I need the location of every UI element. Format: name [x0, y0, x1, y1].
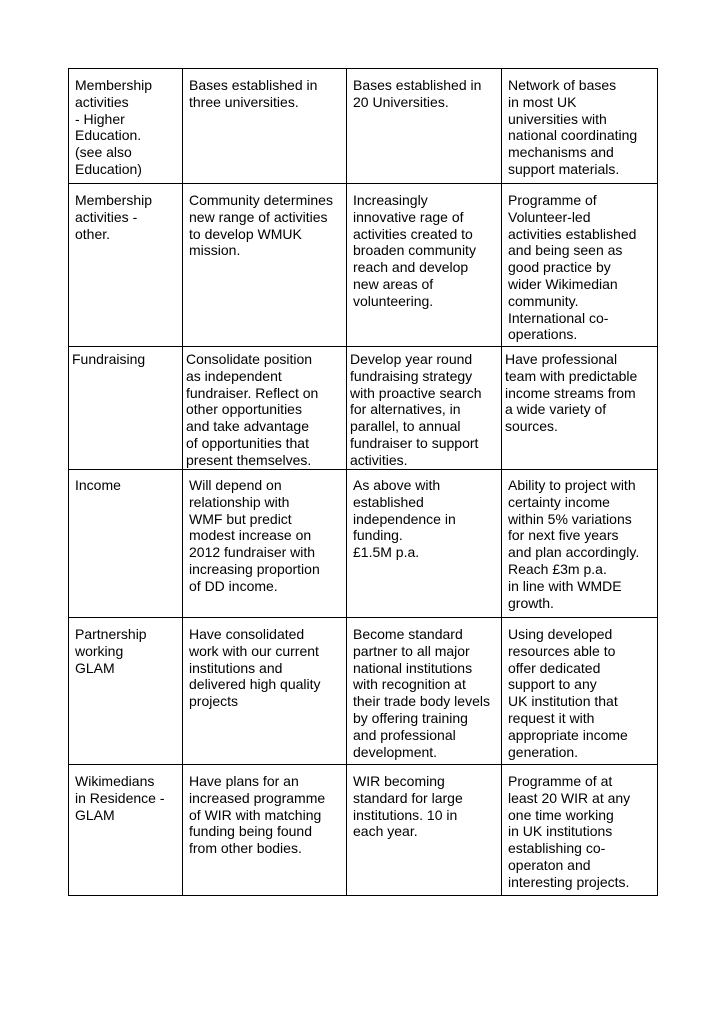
area-cell: Membership activities - Higher Education. (see also Education)	[69, 69, 183, 184]
short-term-cell: Bases established in three universities.	[183, 69, 347, 184]
area-cell: Partnership working GLAM	[69, 618, 183, 765]
table-row	[69, 184, 658, 347]
short-term-cell: Have plans for an increased programme of WIR with matching funding being found from other bodies.	[183, 765, 347, 896]
short-term-cell: Have consolidated work with our current institutions and delivered high quality projects	[183, 618, 347, 765]
table-row	[69, 618, 658, 765]
medium-term-cell: Develop year round fundraising strategy with proactive search for alternatives, in parallel, to annual fundraiser to support activities.	[347, 347, 502, 470]
table-row	[69, 69, 658, 184]
long-term-cell: Programme of Volunteer-led activities established and being seen as good practice by wider Wikimedian community. International co- operations.	[502, 184, 658, 347]
long-term-cell: Programme of at least 20 WIR at any one time working in UK institutions establishing co- operaton and interesting projects.	[502, 765, 658, 896]
area-cell: Fundraising	[69, 347, 183, 470]
area-cell: Membership activities - other.	[69, 184, 183, 347]
long-term-cell: Have professional team with predictable income streams from a wide variety of sources.	[502, 347, 658, 470]
long-term-cell: Network of bases in most UK universities with national coordinating mechanisms and support materials.	[502, 69, 658, 184]
strategy-table	[68, 68, 658, 896]
area-cell: Wikimedians in Residence - GLAM	[69, 765, 183, 896]
short-term-cell: Community determines new range of activities to develop WMUK mission.	[183, 184, 347, 347]
medium-term-cell: Bases established in 20 Universities.	[347, 69, 502, 184]
medium-term-cell: Increasingly innovative rage of activities created to broaden community reach and develop new areas of volunteering.	[347, 184, 502, 347]
short-term-cell: Consolidate position as independent fundraiser. Reflect on other opportunities and take advantage of opportunities that present themselves.	[183, 347, 347, 470]
table-row	[69, 765, 658, 896]
table-body	[69, 69, 658, 896]
area-cell: Income	[69, 470, 183, 618]
medium-term-cell: WIR becoming standard for large institutions. 10 in each year.	[347, 765, 502, 896]
table-row	[69, 347, 658, 470]
medium-term-cell: Become standard partner to all major national institutions with recognition at their trade body levels by offering training and professional development.	[347, 618, 502, 765]
long-term-cell: Ability to project with certainty income within 5% variations for next five years and plan accordingly. Reach £3m p.a. in line with WMDE growth.	[502, 470, 658, 618]
table-row	[69, 470, 658, 618]
long-term-cell: Using developed resources able to offer dedicated support to any UK institution that request it with appropriate income generation.	[502, 618, 658, 765]
short-term-cell: Will depend on relationship with WMF but predict modest increase on 2012 fundraiser with increasing proportion of DD income.	[183, 470, 347, 618]
medium-term-cell: As above with established independence in funding. £1.5M p.a.	[347, 470, 502, 618]
